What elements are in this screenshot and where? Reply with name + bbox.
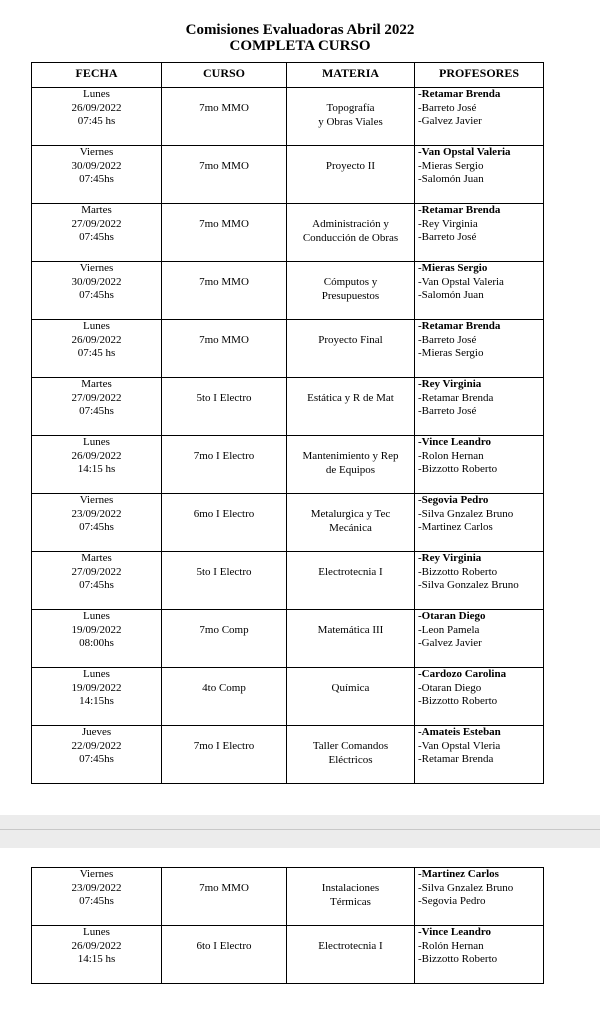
curso-cell: 7mo MMO xyxy=(162,204,287,262)
curso-cell: 4to Comp xyxy=(162,668,287,726)
fecha-line: 14:15hs xyxy=(79,695,114,707)
materia-cell xyxy=(287,668,415,726)
profesor-lead: -Segovia Pedro xyxy=(418,494,489,506)
table-row xyxy=(32,926,544,984)
curso-cell: 6to I Electro xyxy=(162,926,287,984)
profesor-member: -Silva Gnzalez Bruno xyxy=(418,881,514,894)
materia-line: Conducción de Obras xyxy=(302,231,399,244)
fecha-cell xyxy=(32,204,162,262)
page-break-line xyxy=(0,829,600,830)
profesores-cell xyxy=(415,668,544,726)
profesores-cell xyxy=(415,378,544,436)
table-row xyxy=(32,378,544,436)
profesor-member: -Barreto José xyxy=(418,101,477,114)
profesor-lead: -Martinez Carlos xyxy=(418,868,499,880)
materia-line: Presupuestos xyxy=(321,289,380,302)
curso-cell: 7mo Comp xyxy=(162,610,287,668)
commissions-table xyxy=(31,62,544,784)
profesor-member: -Galvez Javier xyxy=(418,637,482,649)
table-row xyxy=(32,88,544,146)
fecha-line: 07:45hs xyxy=(79,895,114,907)
fecha-cell xyxy=(32,610,162,668)
table-row xyxy=(32,262,544,320)
profesor-member: -Mieras Sergio xyxy=(418,159,484,172)
fecha-line: Martes xyxy=(81,552,112,564)
profesor-member: -Barreto José xyxy=(418,231,477,243)
profesor-lead: -Vince Leandro xyxy=(418,436,492,448)
table-header-row xyxy=(32,63,544,88)
materia-cell xyxy=(287,868,415,926)
profesor-member: -Mieras Sergio xyxy=(418,347,484,359)
fecha-line: 23/09/2022 xyxy=(71,881,122,894)
header-profesores: PROFESORES xyxy=(415,63,544,88)
curso-cell: 7mo MMO xyxy=(162,262,287,320)
table-row xyxy=(32,610,544,668)
materia-line: Metalurgica y Tec xyxy=(310,508,391,520)
profesor-member: -Rey Virginia xyxy=(418,217,478,230)
fecha-line: 26/09/2022 xyxy=(71,939,122,952)
fecha-line: 27/09/2022 xyxy=(71,391,122,404)
curso-cell: 7mo MMO xyxy=(162,88,287,146)
fecha-cell xyxy=(32,436,162,494)
document-title: Comisiones Evaluadoras Abril 2022 xyxy=(185,22,415,38)
fecha-cell xyxy=(32,88,162,146)
fecha-line: 07:45hs xyxy=(79,289,114,301)
curso-cell: 7mo MMO xyxy=(162,868,287,926)
materia-line: Matemática III xyxy=(317,624,384,636)
fecha-line: 23/09/2022 xyxy=(71,507,122,520)
materia-line: Topografía xyxy=(326,102,375,114)
fecha-cell xyxy=(32,726,162,784)
page-break xyxy=(0,815,600,848)
table-body xyxy=(32,88,544,784)
profesor-member: -Rolón Hernan xyxy=(418,939,484,952)
materia-line: Electrotecnia I xyxy=(318,940,383,952)
header-fecha: FECHA xyxy=(32,63,162,88)
fecha-line: 27/09/2022 xyxy=(71,565,122,578)
profesor-member: -Salomón Juan xyxy=(418,289,484,301)
profesor-lead: -Cardozo Carolina xyxy=(418,668,507,680)
profesor-member: -Van Opstal Vleria xyxy=(418,739,501,752)
profesor-member: -Bizzotto Roberto xyxy=(418,695,498,707)
table-row xyxy=(32,494,544,552)
fecha-line: 07:45hs xyxy=(79,521,114,533)
fecha-line: 07:45hs xyxy=(79,579,114,591)
commissions-table-continued xyxy=(31,867,544,984)
profesor-member: -Barreto José xyxy=(418,333,477,346)
table-body-continued xyxy=(32,868,544,984)
profesor-lead: -Van Opstal Valeria xyxy=(418,146,511,158)
curso-cell: 7mo MMO xyxy=(162,146,287,204)
materia-line: Proyecto II xyxy=(325,160,376,172)
materia-cell xyxy=(287,726,415,784)
profesor-member: -Bizzotto Roberto xyxy=(418,565,498,578)
table-row xyxy=(32,668,544,726)
materia-line: y Obras Viales xyxy=(318,115,383,128)
fecha-line: 30/09/2022 xyxy=(71,159,122,172)
table-row xyxy=(32,320,544,378)
fecha-line: 26/09/2022 xyxy=(71,449,122,462)
materia-cell xyxy=(287,610,415,668)
fecha-line: 07:45 hs xyxy=(77,115,116,127)
fecha-line: 22/09/2022 xyxy=(71,739,122,752)
profesores-cell xyxy=(415,262,544,320)
materia-line: Estática y R de Mat xyxy=(307,392,394,404)
profesores-cell xyxy=(415,320,544,378)
fecha-line: 07:45hs xyxy=(79,753,114,765)
profesor-lead: -Retamar Brenda xyxy=(418,204,501,216)
fecha-line: Viernes xyxy=(79,262,114,274)
materia-line: Taller Comandos xyxy=(312,740,389,752)
profesor-lead: -Retamar Brenda xyxy=(418,320,501,332)
materia-cell xyxy=(287,88,415,146)
profesor-member: -Barreto José xyxy=(418,405,477,417)
materia-cell xyxy=(287,552,415,610)
fecha-line: 26/09/2022 xyxy=(71,333,122,346)
profesor-lead: -Mieras Sergio xyxy=(418,262,488,274)
profesores-cell xyxy=(415,436,544,494)
fecha-line: 08:00hs xyxy=(79,637,114,649)
profesor-member: -Salomón Juan xyxy=(418,173,484,185)
profesor-member: -Otaran Diego xyxy=(418,681,482,694)
profesor-member: -Bizzotto Roberto xyxy=(418,463,498,475)
profesores-cell xyxy=(415,868,544,926)
fecha-line: Jueves xyxy=(81,726,112,738)
fecha-line: 27/09/2022 xyxy=(71,217,122,230)
fecha-line: Lunes xyxy=(83,610,110,622)
fecha-cell xyxy=(32,926,162,984)
profesor-member: -Rolon Hernan xyxy=(418,449,484,462)
fecha-cell xyxy=(32,378,162,436)
materia-line: Mecánica xyxy=(329,521,372,534)
profesor-lead: -Otaran Diego xyxy=(418,610,486,622)
materia-line: Electrotecnia I xyxy=(318,566,383,578)
materia-line: Instalaciones xyxy=(321,882,380,894)
materia-cell xyxy=(287,378,415,436)
fecha-line: Viernes xyxy=(79,494,114,506)
materia-cell xyxy=(287,146,415,204)
materia-line: Mantenimiento y Rep xyxy=(302,450,399,462)
fecha-line: Lunes xyxy=(83,88,110,100)
profesores-cell xyxy=(415,146,544,204)
materia-cell xyxy=(287,436,415,494)
profesor-member: -Retamar Brenda xyxy=(418,753,494,765)
materia-line: Térmicas xyxy=(330,895,371,908)
materia-line: de Equipos xyxy=(325,463,376,476)
profesor-lead: -Rey Virginia xyxy=(418,552,482,564)
materia-line: Administración y xyxy=(312,218,389,230)
fecha-line: Viernes xyxy=(79,146,114,158)
fecha-line: Lunes xyxy=(83,436,110,448)
fecha-line: Martes xyxy=(81,378,112,390)
materia-cell xyxy=(287,494,415,552)
materia-line: Química xyxy=(331,682,370,694)
header-curso: CURSO xyxy=(162,63,287,88)
fecha-cell xyxy=(32,320,162,378)
materia-cell xyxy=(287,262,415,320)
fecha-line: 07:45hs xyxy=(79,405,114,417)
profesores-cell xyxy=(415,726,544,784)
fecha-line: 19/09/2022 xyxy=(71,681,122,694)
curso-cell: 5to I Electro xyxy=(162,378,287,436)
fecha-cell xyxy=(32,552,162,610)
profesor-member: -Galvez Javier xyxy=(418,115,482,127)
profesores-cell xyxy=(415,204,544,262)
fecha-cell xyxy=(32,146,162,204)
profesor-member: -Retamar Brenda xyxy=(418,391,494,404)
fecha-line: 14:15 hs xyxy=(77,953,116,965)
profesor-lead: -Rey Virginia xyxy=(418,378,482,390)
table-row xyxy=(32,204,544,262)
materia-line: Cómputos y xyxy=(323,276,378,288)
table-row xyxy=(32,146,544,204)
materia-cell xyxy=(287,204,415,262)
fecha-line: 19/09/2022 xyxy=(71,623,122,636)
table-row xyxy=(32,726,544,784)
document-subtitle: COMPLETA CURSO xyxy=(229,38,371,54)
profesor-member: -Bizzotto Roberto xyxy=(418,953,498,965)
curso-cell: 7mo I Electro xyxy=(162,436,287,494)
profesor-member: -Leon Pamela xyxy=(418,623,480,636)
profesor-member: -Silva Gnzalez Bruno xyxy=(418,507,514,520)
materia-cell xyxy=(287,320,415,378)
profesor-lead: -Amateis Esteban xyxy=(418,726,501,738)
fecha-cell xyxy=(32,494,162,552)
materia-cell xyxy=(287,926,415,984)
fecha-line: Lunes xyxy=(83,926,110,938)
fecha-line: 07:45hs xyxy=(79,173,114,185)
fecha-cell xyxy=(32,868,162,926)
materia-line: Proyecto Final xyxy=(318,334,383,346)
fecha-line: Lunes xyxy=(83,320,110,332)
profesores-cell xyxy=(415,494,544,552)
profesores-cell xyxy=(415,88,544,146)
materia-line: Eléctricos xyxy=(328,753,373,766)
fecha-cell xyxy=(32,262,162,320)
header-materia: MATERIA xyxy=(287,63,415,88)
curso-cell: 7mo MMO xyxy=(162,320,287,378)
fecha-line: Martes xyxy=(81,204,112,216)
profesor-lead: -Vince Leandro xyxy=(418,926,492,938)
profesores-cell xyxy=(415,610,544,668)
profesor-member: -Martinez Carlos xyxy=(418,521,493,533)
profesores-cell xyxy=(415,552,544,610)
profesor-member: -Silva Gonzalez Bruno xyxy=(418,579,519,591)
fecha-cell xyxy=(32,668,162,726)
profesor-member: -Segovia Pedro xyxy=(418,895,486,907)
table-row xyxy=(32,436,544,494)
fecha-line: 30/09/2022 xyxy=(71,275,122,288)
fecha-line: 07:45 hs xyxy=(77,347,116,359)
profesor-member: -Van Opstal Valeria xyxy=(418,275,504,288)
table-row xyxy=(32,552,544,610)
fecha-line: 07:45hs xyxy=(79,231,114,243)
table-row xyxy=(32,868,544,926)
fecha-line: 26/09/2022 xyxy=(71,101,122,114)
fecha-line: Lunes xyxy=(83,668,110,680)
profesor-lead: -Retamar Brenda xyxy=(418,88,501,100)
fecha-line: 14:15 hs xyxy=(77,463,116,475)
profesores-cell xyxy=(415,926,544,984)
curso-cell: 5to I Electro xyxy=(162,552,287,610)
fecha-line: Viernes xyxy=(79,868,114,880)
curso-cell: 7mo I Electro xyxy=(162,726,287,784)
curso-cell: 6mo I Electro xyxy=(162,494,287,552)
